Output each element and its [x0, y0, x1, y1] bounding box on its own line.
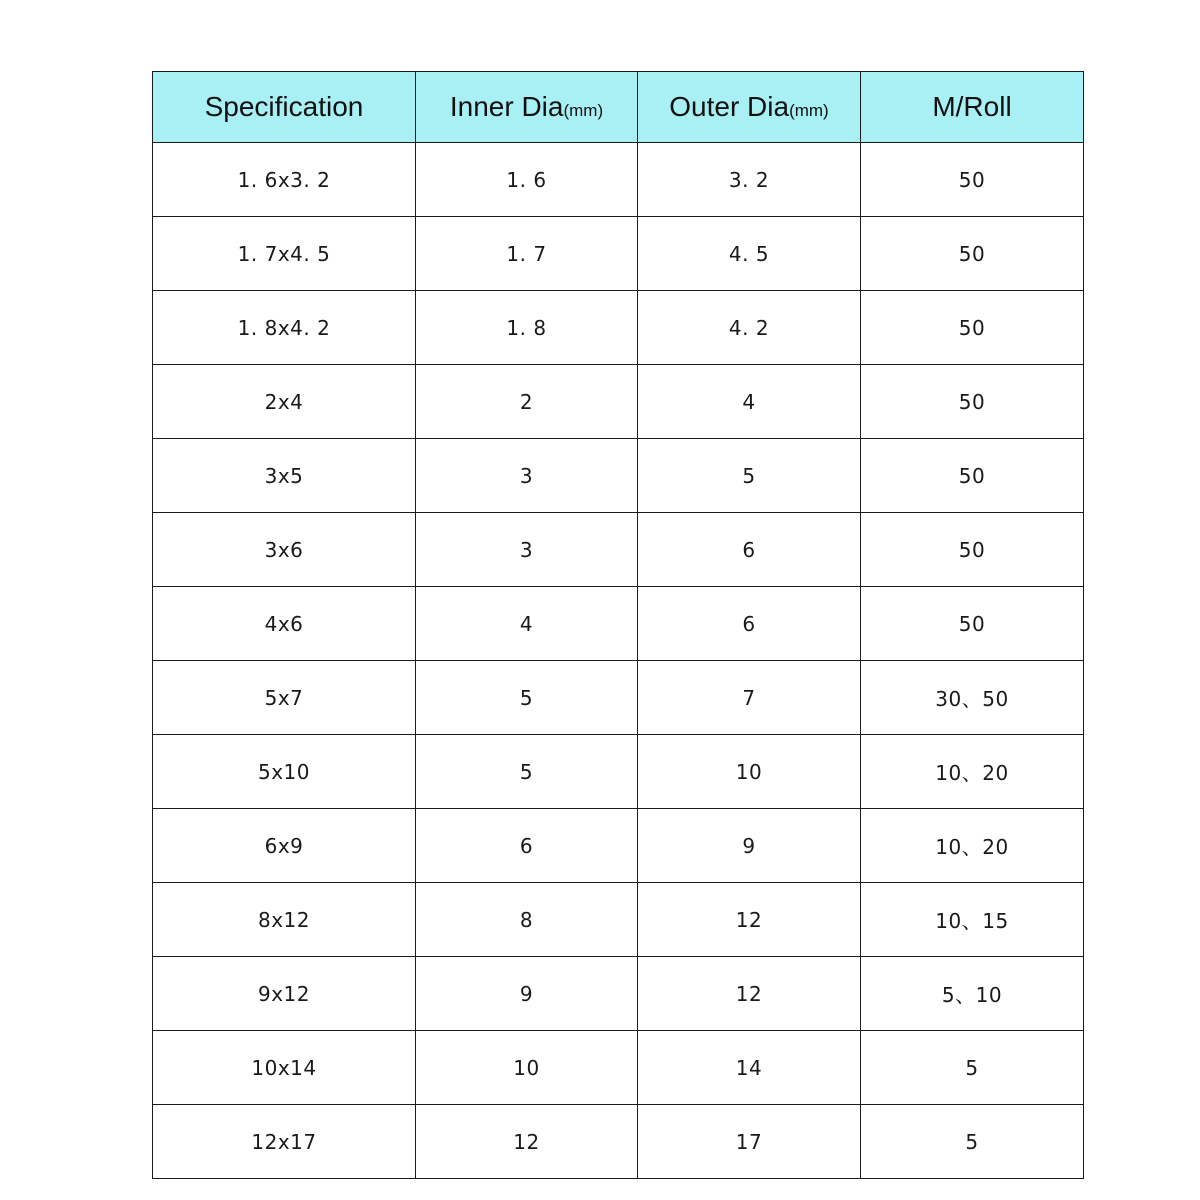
header-unit: (mm) — [563, 101, 604, 120]
table-row — [153, 439, 1084, 513]
cell-m-roll: 10、15 — [861, 883, 1084, 957]
cell-m-roll: 5、10 — [861, 957, 1084, 1031]
specification-table — [152, 71, 1084, 1179]
cell-m-roll: 30、50 — [861, 661, 1084, 735]
cell-specification: 12x17 — [153, 1105, 416, 1179]
cell-outer-dia: 12 — [638, 883, 861, 957]
cell-inner-dia: 3 — [416, 439, 638, 513]
cell-specification: 3x6 — [153, 513, 416, 587]
cell-m-roll: 5 — [861, 1031, 1084, 1105]
cell-inner-dia: 9 — [416, 957, 638, 1031]
header-specification — [153, 72, 416, 143]
cell-m-roll: 50 — [861, 439, 1084, 513]
cell-specification: 10x14 — [153, 1031, 416, 1105]
cell-specification: 1. 8x4. 2 — [153, 291, 416, 365]
cell-inner-dia: 1. 7 — [416, 217, 638, 291]
cell-m-roll: 5 — [861, 1105, 1084, 1179]
cell-outer-dia: 9 — [638, 809, 861, 883]
cell-outer-dia: 4. 2 — [638, 291, 861, 365]
header-unit: (mm) — [789, 101, 829, 120]
cell-m-roll: 10、20 — [861, 735, 1084, 809]
cell-inner-dia: 10 — [416, 1031, 638, 1105]
table-row — [153, 513, 1084, 587]
table-row — [153, 883, 1084, 957]
cell-outer-dia: 5 — [638, 439, 861, 513]
cell-m-roll: 50 — [861, 587, 1084, 661]
cell-m-roll: 10、20 — [861, 809, 1084, 883]
header-outer-dia — [638, 72, 861, 143]
cell-specification: 8x12 — [153, 883, 416, 957]
table-row — [153, 291, 1084, 365]
cell-specification: 1. 7x4. 5 — [153, 217, 416, 291]
table-row — [153, 1031, 1084, 1105]
header-label: Outer Dia — [669, 91, 790, 122]
cell-inner-dia: 1. 6 — [416, 143, 638, 217]
table-row — [153, 365, 1084, 439]
cell-specification: 1. 6x3. 2 — [153, 143, 416, 217]
header-inner-dia — [416, 72, 638, 143]
cell-specification: 3x5 — [153, 439, 416, 513]
table-header-row — [153, 72, 1084, 143]
cell-outer-dia: 12 — [638, 957, 861, 1031]
table-row — [153, 735, 1084, 809]
cell-outer-dia: 6 — [638, 587, 861, 661]
cell-inner-dia: 2 — [416, 365, 638, 439]
header-label: Inner Dia — [449, 91, 564, 122]
cell-outer-dia: 3. 2 — [638, 143, 861, 217]
cell-inner-dia: 5 — [416, 735, 638, 809]
table-row — [153, 587, 1084, 661]
cell-outer-dia: 4 — [638, 365, 861, 439]
cell-specification: 9x12 — [153, 957, 416, 1031]
cell-specification: 5x7 — [153, 661, 416, 735]
cell-m-roll: 50 — [861, 291, 1084, 365]
table-row — [153, 809, 1084, 883]
cell-specification: 2x4 — [153, 365, 416, 439]
cell-inner-dia: 4 — [416, 587, 638, 661]
cell-outer-dia: 7 — [638, 661, 861, 735]
table-row — [153, 217, 1084, 291]
cell-inner-dia: 6 — [416, 809, 638, 883]
table-row — [153, 957, 1084, 1031]
header-label: Specification — [204, 91, 364, 122]
table-row — [153, 1105, 1084, 1179]
table-row — [153, 661, 1084, 735]
cell-outer-dia: 6 — [638, 513, 861, 587]
cell-inner-dia: 12 — [416, 1105, 638, 1179]
cell-specification: 4x6 — [153, 587, 416, 661]
cell-outer-dia: 17 — [638, 1105, 861, 1179]
table-row — [153, 143, 1084, 217]
cell-inner-dia: 8 — [416, 883, 638, 957]
cell-m-roll: 50 — [861, 513, 1084, 587]
cell-inner-dia: 5 — [416, 661, 638, 735]
cell-m-roll: 50 — [861, 143, 1084, 217]
cell-outer-dia: 4. 5 — [638, 217, 861, 291]
cell-inner-dia: 3 — [416, 513, 638, 587]
cell-specification: 5x10 — [153, 735, 416, 809]
table-body — [153, 143, 1084, 1179]
cell-inner-dia: 1. 8 — [416, 291, 638, 365]
cell-outer-dia: 14 — [638, 1031, 861, 1105]
header-label: M/Roll — [932, 91, 1012, 122]
header-m-roll — [861, 72, 1084, 143]
cell-outer-dia: 10 — [638, 735, 861, 809]
cell-specification: 6x9 — [153, 809, 416, 883]
cell-m-roll: 50 — [861, 365, 1084, 439]
cell-m-roll: 50 — [861, 217, 1084, 291]
